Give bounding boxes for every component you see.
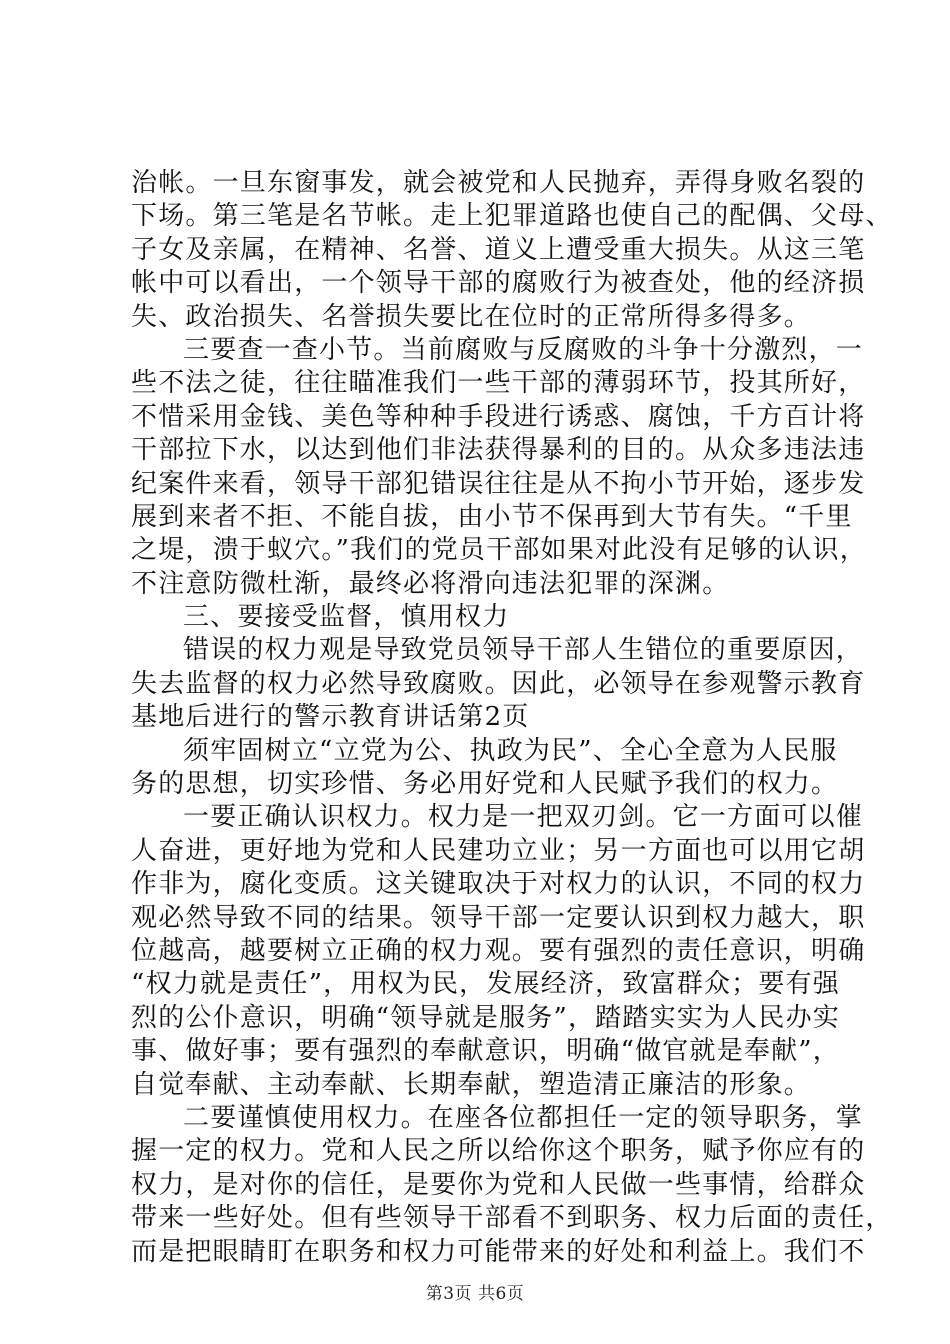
text-line: 不注意防微杜渐，最终必将滑向违法犯罪的深渊。: [131, 568, 730, 599]
text-line: 纪案件来看，领导干部犯错误往往是从不拘小节开始，逐步发: [131, 468, 866, 499]
text-line: 权力，是对你的信任，是要你为党和人民做一些事情，给群众: [131, 1169, 866, 1200]
text-line: 三、要接受监督，慎用权力: [183, 602, 510, 633]
text-line: 失、政治损失、名誉损失要比在位时的正常所得多得多。: [131, 301, 812, 332]
text-line: 观必然导致不同的结果。领导干部一定要认识到权力越大，职: [131, 902, 866, 933]
text-line: 子女及亲属，在精神、名誉、道义上遭受重大损失。从这三笔: [131, 234, 866, 265]
text-line: 务的思想，切实珍惜、务必用好党和人民赋予我们的权力。: [131, 769, 839, 800]
text-line: 而是把眼睛盯在职务和权力可能带来的好处和利益上。我们不: [131, 1236, 866, 1267]
text-line: 事、做好事；要有强烈的奉献意识，明确“做官就是奉献”，: [131, 1036, 840, 1067]
text-line: 些不法之徒，往往瞄准我们一些干部的薄弱环节，投其所好，: [131, 368, 866, 399]
text-line: 自觉奉献、主动奉献、长期奉献，塑造清正廉洁的形象。: [131, 1069, 812, 1100]
text-line: 下场。第三笔是名节帐。走上犯罪道路也使自己的配偶、父母、: [131, 201, 893, 232]
text-line: 须牢固树立“立党为公、执政为民”、全心全意为人民服: [183, 735, 838, 766]
document-body: [131, 167, 893, 1269]
text-line: 人奋进，更好地为党和人民建功立业；另一方面也可以用它胡: [131, 835, 866, 866]
text-line: 基地后进行的警示教育讲话第2页: [131, 702, 530, 733]
text-line: 二要谨慎使用权力。在座各位都担任一定的领导职务，掌: [183, 1102, 864, 1133]
text-line: 位越高，越要树立正确的权力观。要有强烈的责任意识，明确: [131, 935, 866, 966]
text-line: 不惜采用金钱、美色等种种手段进行诱惑、腐蚀，千方百计将: [131, 401, 866, 432]
text-line: “权力就是责任”，用权为民，发展经济，致富群众；要有强: [131, 969, 840, 1000]
text-line: 错误的权力观是导致党员领导干部人生错位的重要原因，: [183, 635, 864, 666]
text-line: 干部拉下水，以达到他们非法获得暴利的目的。从众多违法违: [131, 435, 866, 466]
text-line: 治帐。一旦东窗事发，就会被党和人民抛弃，弄得身败名裂的: [131, 168, 866, 198]
text-line: 握一定的权力。党和人民之所以给你这个职务，赋予你应有的: [131, 1136, 866, 1167]
text-line: 烈的公仆意识，明确“领导就是服务”，踏踏实实为人民办实: [131, 1002, 840, 1033]
text-line: 带来一些好处。但有些领导干部看不到职务、权力后面的责任，: [131, 1203, 893, 1234]
text-line: 之堤，溃于蚁穴。”我们的党员干部如果对此没有足够的认识，: [131, 535, 867, 566]
page-footer: 第3页 共6页: [425, 1284, 525, 1304]
text-line: 作非为，腐化变质。这关键取决于对权力的认识，不同的权力: [131, 869, 866, 900]
text-line: 失去监督的权力必然导致腐败。因此，必领导在参观警示教育: [131, 668, 866, 699]
text-line: 帐中可以看出，一个领导干部的腐败行为被查处，他的经济损: [131, 268, 866, 299]
text-line: 三要查一查小节。当前腐败与反腐败的斗争十分激烈，一: [183, 334, 864, 365]
text-line: 展到来者不拒、不能自拔，由小节不保再到大节有失。“千里: [131, 501, 853, 532]
text-line: 一要正确认识权力。权力是一把双刃剑。它一方面可以催: [183, 802, 864, 833]
